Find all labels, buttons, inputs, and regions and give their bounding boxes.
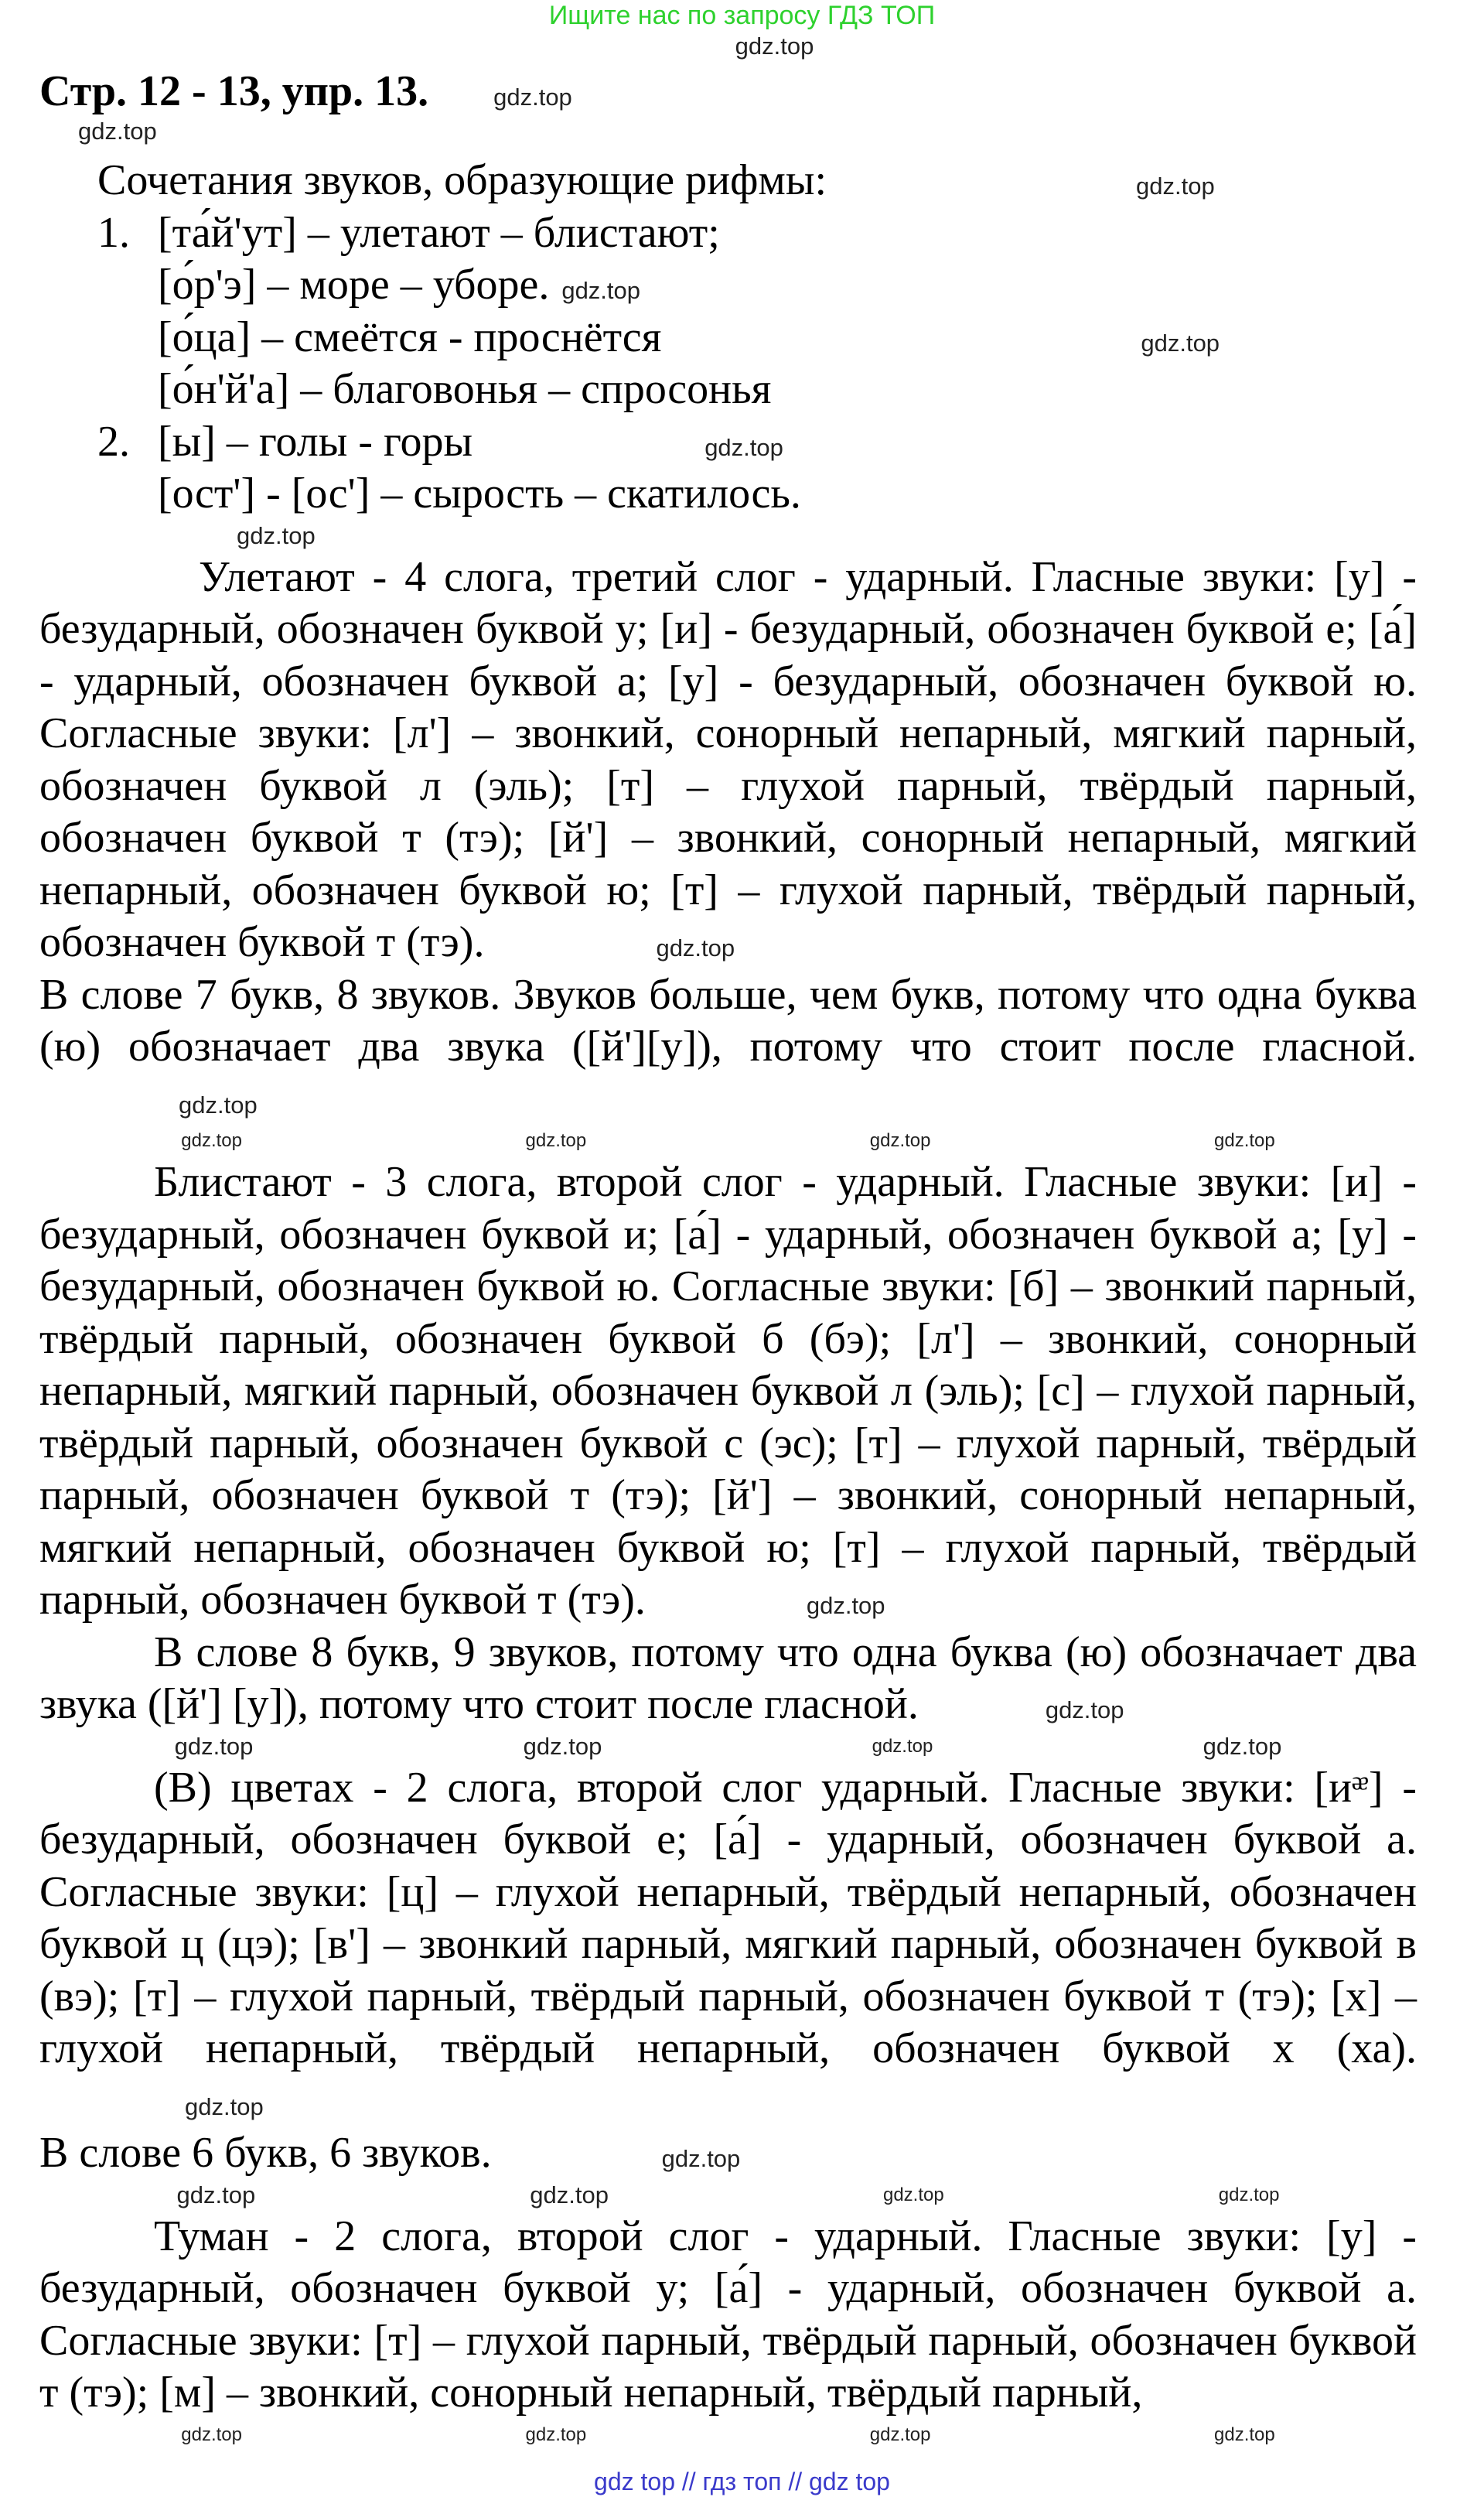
watermark: gdz.top [561, 277, 641, 304]
watermark: gdz.top [869, 1130, 931, 1151]
search-banner[interactable]: Ищите нас по запросу ГДЗ ТОП [548, 1, 936, 30]
paragraph-text: (В) цветах - 2 слога, второй слог ударный. Гласные звуки: [иᵆ] - безударный, обозначен буквой е; [а́] - ударный, обозначен буквой а. Согласные звуки: [ц] – глухой непарный, твёрдый непарный, обозначен буквой ц (цэ); [в'] – звонкий парный, мягкий парный, обозначен буквой в (вэ); [т] – глухой парный, твёрдый парный, обозначен буквой т (тэ); [х] – глухой непарный, твёрдый непарный, обозначен буквой х (ха). [39, 1763, 1417, 2072]
watermark: gdz.top [176, 2181, 256, 2208]
paragraph-text: В слове 6 букв, 6 звуков. [39, 2129, 492, 2177]
watermark: gdz.top [1203, 1732, 1282, 1760]
watermark: gdz.top [1141, 329, 1220, 357]
watermark: gdz.top [806, 1592, 885, 1619]
watermark: gdz.top [1214, 2424, 1275, 2445]
paragraph [39, 2127, 1417, 2180]
watermark: gdz.top [493, 84, 572, 111]
watermark: gdz.top [525, 1130, 587, 1151]
analysis-tuman [39, 2211, 1417, 2420]
rhyme-line: [о́н'й'а] – благовонья – спросонья [158, 365, 772, 413]
footer-links[interactable]: gdz top // гдз топ // gdz top [594, 2467, 890, 2495]
rhymes-intro: Сочетания звуков, образующие рифмы: [97, 156, 827, 204]
rhyme-line [97, 416, 1417, 469]
page-title: Стр. 12 - 13, упр. 13. [39, 67, 429, 115]
paragraph-text: Блистают - 3 слога, второй слог - ударный. Гласные звуки: [и] - безударный, обозначен буквой и; [а́] - ударный, обозначен буквой а; [у] - безударный, обозначен буквой ю. Согласные звуки: [б] – звонкий парный, твёрдый парный, обозначен буквой б (бэ); [л'] – звонкий, сонорный непарный, мягкий парный, обозначен буквой л (эль); [с] – глухой парный, твёрдый парный, обозначен буквой с (эс); [т] – глухой парный, твёрдый парный, обозначен буквой т (тэ); [й'] – звонкий, сонорный непарный, мягкий непарный, обозначен буквой ю; [т] – глухой парный, твёрдый парный, обозначен буквой т (тэ). [39, 1158, 1417, 1624]
rhyme-line [97, 259, 1417, 312]
watermark: gdz.top [181, 1130, 242, 1151]
watermark-row [39, 521, 1417, 552]
analysis-blistayut [39, 1156, 1417, 1731]
rhyme-line [97, 207, 1417, 260]
watermark: gdz.top [661, 2145, 741, 2172]
watermark: gdz.top [1136, 173, 1215, 200]
paragraph [39, 552, 1417, 969]
watermark-row [39, 1731, 1417, 1762]
paragraph [39, 1762, 1417, 2128]
rhyme-text: [о́р'э] – море – уборе. [158, 261, 550, 309]
watermark-row [39, 1126, 1417, 1156]
watermark: gdz.top [656, 934, 735, 962]
watermark: gdz.top [237, 521, 316, 549]
watermark: gdz.top [872, 1735, 933, 1757]
watermark-row [39, 116, 1417, 147]
watermark-row [39, 31, 1417, 62]
title-line [39, 67, 1417, 116]
rhyme-line [97, 155, 1417, 207]
paragraph [39, 969, 1417, 1126]
watermark: gdz.top [1214, 1130, 1275, 1151]
item-number: 1. [97, 208, 130, 257]
watermark: gdz.top [181, 2424, 242, 2445]
analysis-uletayut [39, 552, 1417, 1126]
paragraph [39, 1627, 1417, 1731]
watermark-row [39, 2420, 1417, 2451]
paragraph [39, 1156, 1417, 1627]
watermark: gdz.top [1045, 1696, 1124, 1723]
paragraph-text: В слове 7 букв, 8 звуков. Звуков больше, чем букв, потому что одна буква (ю) обозначает два звука ([й'][у]), потому что стоит после гласной. [39, 970, 1417, 1071]
watermark: gdz.top [869, 2424, 931, 2445]
page-content [0, 31, 1484, 2451]
rhyme-line: [ост'] - [ос'] – сырость – скатилось. [158, 470, 801, 518]
watermark-row [39, 2180, 1417, 2211]
rhyme-line [97, 312, 1417, 364]
item-number: 2. [97, 417, 130, 466]
watermark: gdz.top [523, 1732, 602, 1760]
watermark: gdz.top [530, 2181, 609, 2208]
analysis-tsvetakh [39, 1762, 1417, 2180]
rhyme-text: [ы] – голы - горы [158, 417, 473, 466]
watermark: gdz.top [185, 2092, 264, 2120]
watermark: gdz.top [174, 1732, 254, 1760]
paragraph-text: В слове 8 букв, 9 звуков, потому что одна буква (ю) обозначает два звука ([й'] [у]), потому что стоит после гласной. [39, 1628, 1417, 1728]
watermark: gdz.top [1218, 2184, 1280, 2205]
rhyme-text: [та́й'ут] – улетают – блистают; [158, 208, 720, 257]
watermark: gdz.top [704, 433, 783, 461]
rhymes-list [97, 155, 1417, 521]
paragraph: Туман - 2 слога, второй слог - ударный. Гласные звуки: [у] - безударный, обозначен буквой у; [а́] - ударный, обозначен буквой а. Согласные звуки: [т] – глухой парный, твёрдый парный, обозначен буквой т (тэ); [м] – звонкий, сонорный непарный, твёрдый парный, [39, 2212, 1417, 2417]
rhyme-text: [о́ца] – смеётся - проснётся [158, 313, 662, 361]
watermark: gdz.top [525, 2424, 587, 2445]
paragraph-text: Улетают - 4 слога, третий слог - ударный. Гласные звуки: [у] - безударный, обозначен буквой у; [и] - безударный, обозначен буквой е; [а́] - ударный, обозначен буквой а; [у] - безударный, обозначен буквой ю. Согласные звуки: [л'] – звонкий, сонорный непарный, мягкий парный, обозначен буквой л (эль); [т] – глухой парный, твёрдый парный, обозначен буквой т (тэ); [й'] – звонкий, сонорный непарный, мягкий непарный, обозначен буквой ю; [т] – глухой парный, твёрдый парный, обозначен буквой т (тэ). [39, 552, 1417, 966]
watermark: gdz.top [882, 2184, 944, 2205]
watermark: gdz.top [179, 1091, 258, 1119]
watermark: gdz.top [78, 118, 157, 145]
watermark: gdz.top [735, 32, 814, 60]
